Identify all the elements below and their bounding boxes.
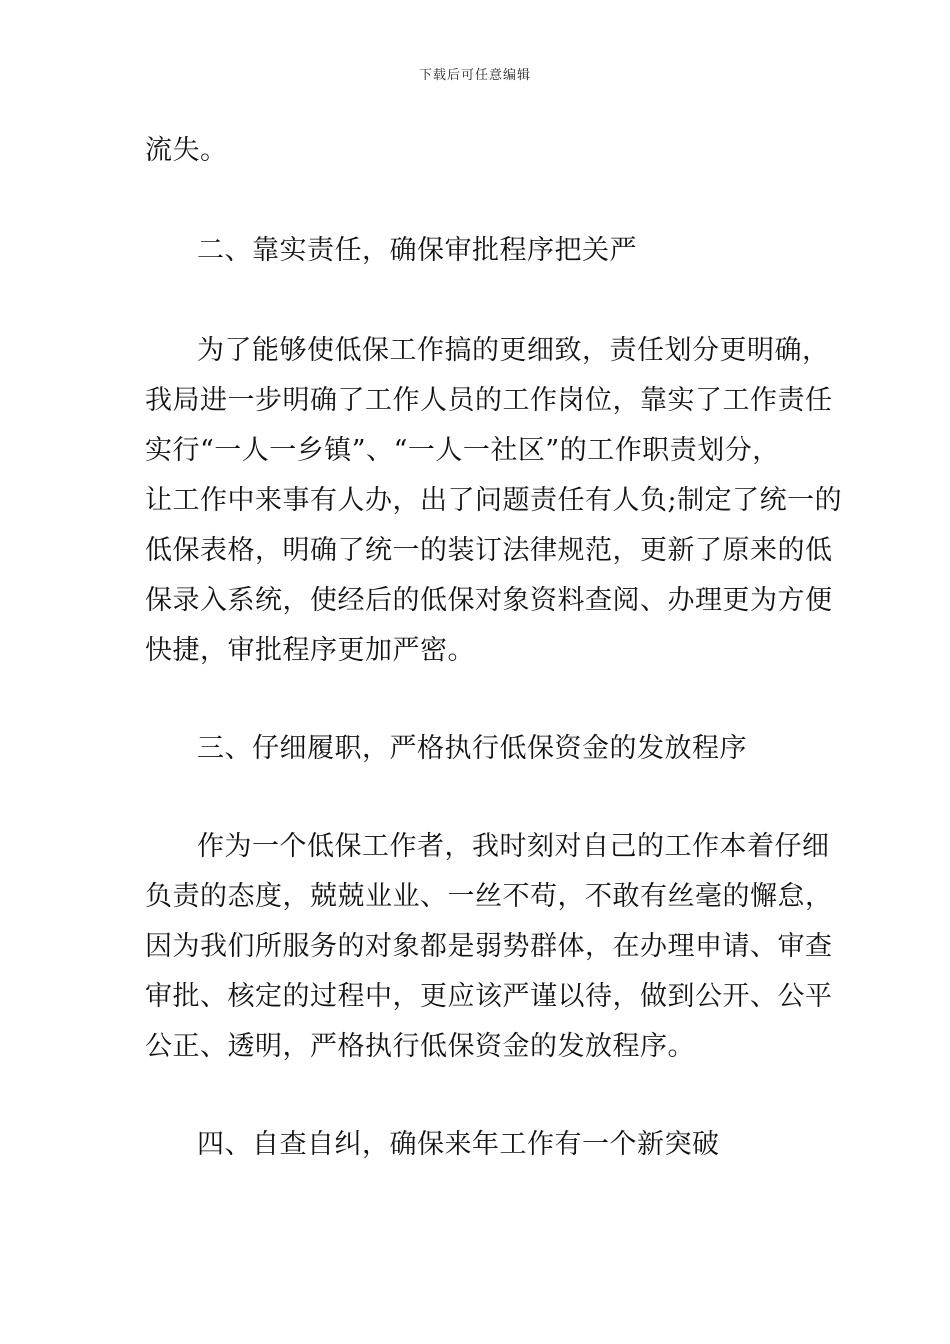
- paragraph-line: 我局进一步明确了工作人员的工作岗位，靠实了工作责任: [145, 385, 833, 416]
- paragraph-line: 公正、透明，严格执行低保资金的发放程序。: [145, 1031, 695, 1062]
- page-header-note: 下载后可任意编辑: [418, 68, 531, 83]
- paragraph-line: 低保表格，明确了统一的装订法律规范，更新了原来的低: [145, 535, 833, 566]
- paragraph-line: 让工作中来事有人办，出了问题责任有人负;制定了统一的: [145, 485, 843, 516]
- paragraph-line: 负责的态度，兢兢业业、一丝不苟，不敢有丝毫的懈怠，: [145, 881, 833, 912]
- paragraph-line: 流失。: [145, 135, 228, 166]
- section-heading-4: 四、自查自纠，确保来年工作有一个新突破: [197, 1129, 720, 1160]
- paragraph-line: 因为我们所服务的对象都是弱势群体，在办理申请、审查: [145, 931, 833, 962]
- paragraph-line: 审批、核定的过程中，更应该严谨以待，做到公开、公平: [145, 981, 833, 1012]
- paragraph-line: 保录入系统，使经后的低保对象资料查阅、办理更为方便: [145, 585, 833, 616]
- paragraph-line: 快捷，审批程序更加严密。: [145, 635, 475, 666]
- paragraph-line: 实行“一人一乡镇”、“一人一社区”的工作职责划分，: [145, 435, 780, 466]
- paragraph-line: 为了能够使低保工作搞的更细致，责任划分更明确，: [197, 335, 830, 366]
- section-heading-3: 三、仔细履职，严格执行低保资金的发放程序: [197, 733, 747, 764]
- section-heading-2: 二、靠实责任，确保审批程序把关严: [197, 235, 637, 266]
- paragraph-line: 作为一个低保工作者，我时刻对自己的工作本着仔细: [197, 831, 830, 862]
